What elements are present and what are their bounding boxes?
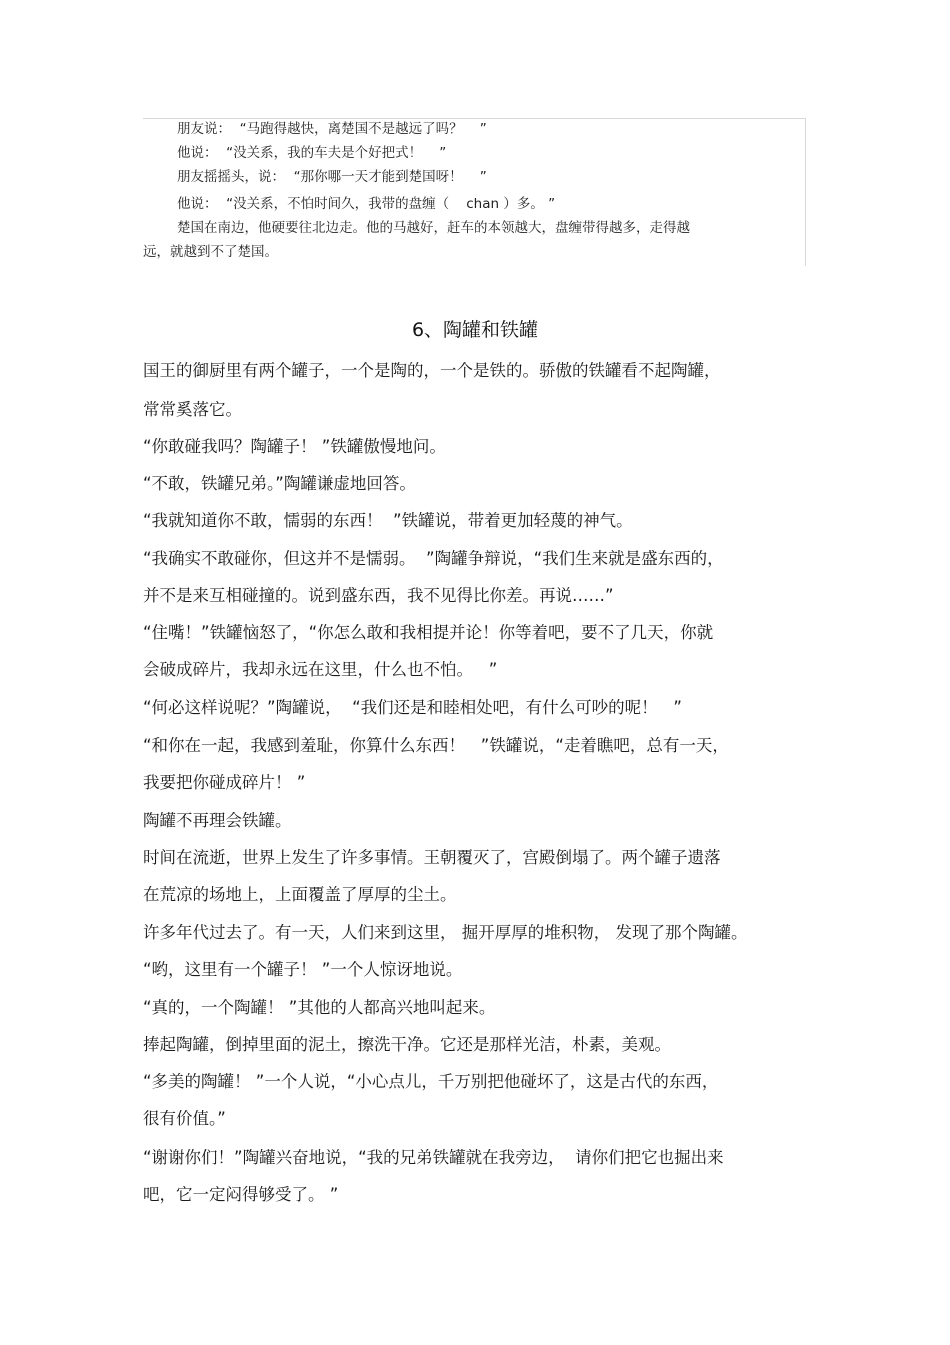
story-line: “和你在一起，我感到羞耻，你算什么东西！ ”铁罐说，“走着瞧吧，总有一天，: [143, 736, 729, 755]
story-line: “我确实不敢碰你，但这并不是懦弱。 ”陶罐争辩说，“我们生来就是盛东西的，: [143, 549, 724, 568]
story-line: 常常奚落它。: [143, 400, 242, 419]
story-line: 陶罐不再理会铁罐。: [143, 811, 292, 830]
excerpt-line: 他说： “没关系，我的车夫是个好把式！ ”: [177, 145, 447, 161]
story-line: 会破成碎片，我却永远在这里，什么也不怕。 ”: [143, 660, 498, 679]
story-line: 并不是来互相碰撞的。说到盛东西，我不见得比你差。再说……”: [143, 586, 614, 605]
story-line: “哟，这里有一个罐子！ ”一个人惊讶地说。: [143, 960, 463, 979]
excerpt-line: 朋友摇摇头，说： “那你哪一天才能到楚国呀！ ”: [177, 169, 487, 185]
story-line: 吧，它一定闷得够受了。 ”: [143, 1185, 339, 1204]
story-line: “住嘴！”铁罐恼怒了，“你怎么敢和我相提并论！你等着吧，要不了几天，你就: [143, 623, 714, 642]
story-line: “你敢碰我吗？陶罐子！ ”铁罐傲慢地问。: [143, 437, 446, 456]
excerpt-line: 朋友说： “马跑得越快，离楚国不是越远了吗？ ”: [177, 121, 487, 137]
story-line: “真的，一个陶罐！ ”其他的人都高兴地叫起来。: [143, 998, 496, 1017]
story-line: “不敢，铁罐兄弟。”陶罐谦虚地回答。: [143, 474, 416, 493]
story-line: 国王的御厨里有两个罐子，一个是陶的，一个是铁的。骄傲的铁罐看不起陶罐，: [143, 361, 721, 380]
excerpt-line: 他说： “没关系，不怕时间久，我带的盘缠（ chan ）多。 ”: [177, 196, 556, 212]
story-line: “多美的陶罐！ ”一个人说，“小心点儿，千万别把他碰坏了，这是古代的东西，: [143, 1072, 719, 1091]
excerpt-line: 远，就越到不了楚国。: [143, 244, 278, 260]
story-line: “何必这样说呢？”陶罐说， “我们还是和睦相处吧，有什么可吵的呢！ ”: [143, 698, 682, 717]
story-line: 时间在流逝，世界上发生了许多事情。王朝覆灭了，宫殿倒塌了。两个罐子遗落: [143, 848, 721, 867]
story-line: 许多年代过去了。有一天，人们来到这里， 掘开厚厚的堆积物， 发现了那个陶罐。: [143, 923, 748, 942]
story-title: 6、陶罐和铁罐: [411, 319, 539, 341]
story-line: 捧起陶罐，倒掉里面的泥土，擦洗干净。它还是那样光洁，朴素，美观。: [143, 1035, 671, 1054]
story-line: 我要把你碰成碎片！ ”: [143, 773, 306, 792]
story-line: 在荒凉的场地上，上面覆盖了厚厚的尘土。: [143, 885, 457, 904]
story-line: “谢谢你们！”陶罐兴奋地说，“我的兄弟铁罐就在我旁边， 请你们把它也掘出来: [143, 1148, 724, 1167]
story-line: 很有价值。”: [143, 1109, 226, 1128]
excerpt-line: 楚国在南边，他硬要往北边走。他的马越好，赶车的本领越大，盘缠带得越多，走得越: [177, 220, 690, 236]
story-line: “我就知道你不敢，懦弱的东西！ ”铁罐说，带着更加轻蔑的神气。: [143, 511, 633, 530]
